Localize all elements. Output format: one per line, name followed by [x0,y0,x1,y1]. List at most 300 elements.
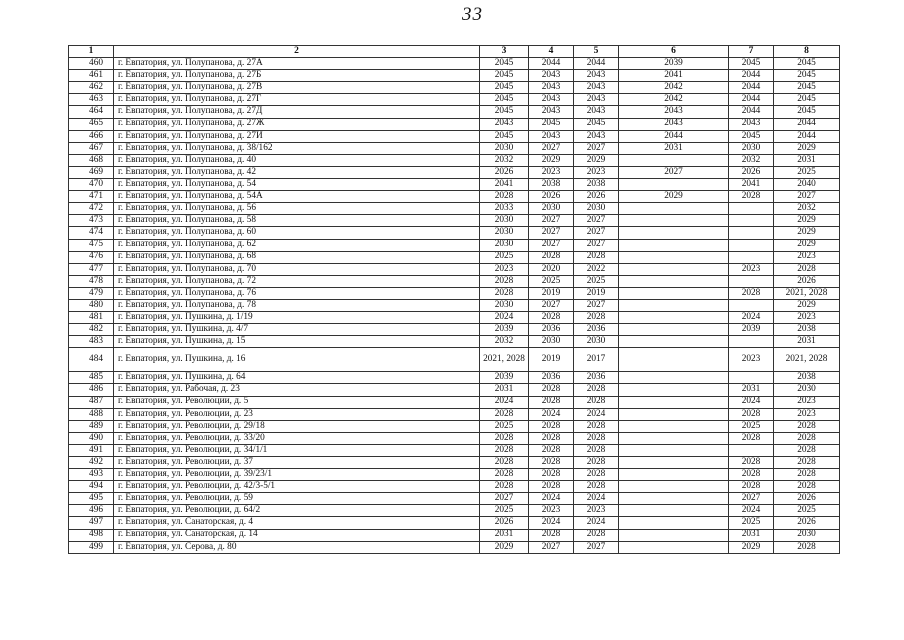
year-cell: 2045 [774,58,840,70]
year-cell: 2028 [529,384,574,396]
row-number-cell: 470 [69,179,114,191]
row-number-cell: 482 [69,324,114,336]
year-cell: 2044 [729,106,774,118]
year-cell: 2024 [529,493,574,505]
row-number-cell: 473 [69,215,114,227]
year-cell: 2030 [480,239,529,251]
year-cell: 2019 [529,287,574,299]
year-cell [619,505,729,517]
table-row [69,251,840,263]
table-row [69,420,840,432]
row-number-cell: 469 [69,166,114,178]
year-cell: 2026 [774,493,840,505]
year-cell: 2045 [480,82,529,94]
address-cell: г. Евпатория, ул. Полупанова, д. 40 [114,154,480,166]
year-cell: 2030 [729,142,774,154]
row-number-cell: 488 [69,408,114,420]
year-cell: 2027 [574,142,619,154]
row-number-cell: 498 [69,529,114,541]
year-cell [619,529,729,541]
year-cell: 2028 [529,251,574,263]
year-cell [619,299,729,311]
year-cell: 2028 [480,469,529,481]
row-number-cell: 464 [69,106,114,118]
address-cell: г. Евпатория, ул. Революции, д. 34/1/1 [114,444,480,456]
row-number-cell: 471 [69,191,114,203]
row-number-cell: 472 [69,203,114,215]
year-cell: 2021, 2028 [774,287,840,299]
year-cell: 2028 [480,481,529,493]
table-row [69,191,840,203]
row-number-cell: 496 [69,505,114,517]
year-cell: 2032 [729,154,774,166]
row-number-cell: 463 [69,94,114,106]
row-number-cell: 494 [69,481,114,493]
column-header: 5 [574,46,619,58]
table-row [69,154,840,166]
address-cell: г. Евпатория, ул. Полупанова, д. 78 [114,299,480,311]
year-cell: 2029 [529,154,574,166]
year-cell: 2036 [529,372,574,384]
address-cell: г. Евпатория, ул. Полупанова, д. 60 [114,227,480,239]
year-cell: 2026 [774,517,840,529]
year-cell: 2044 [774,118,840,130]
year-cell: 2026 [729,166,774,178]
address-cell: г. Евпатория, ул. Полупанова, д. 62 [114,239,480,251]
year-cell [619,275,729,287]
table-row [69,396,840,408]
year-cell [619,227,729,239]
year-cell: 2040 [774,179,840,191]
address-cell: г. Евпатория, ул. Санаторская, д. 4 [114,517,480,529]
year-cell: 2023 [774,408,840,420]
year-cell [729,251,774,263]
year-cell: 2027 [529,239,574,251]
year-cell: 2027 [529,142,574,154]
year-cell: 2036 [574,372,619,384]
table-row [69,505,840,517]
year-cell: 2044 [619,130,729,142]
year-cell: 2042 [619,82,729,94]
year-cell: 2030 [529,203,574,215]
year-cell: 2039 [480,372,529,384]
row-number-cell: 476 [69,251,114,263]
column-header: 2 [114,46,480,58]
year-cell: 2028 [480,275,529,287]
year-cell: 2030 [574,203,619,215]
year-cell [619,263,729,275]
year-cell: 2031 [480,384,529,396]
year-cell: 2028 [574,384,619,396]
year-cell: 2044 [574,58,619,70]
year-cell: 2025 [480,251,529,263]
row-number-cell: 465 [69,118,114,130]
year-cell: 2031 [729,384,774,396]
address-cell: г. Евпатория, ул. Революции, д. 59 [114,493,480,505]
address-cell: г. Евпатория, ул. Пушкина, д. 1/19 [114,312,480,324]
address-cell: г. Евпатория, ул. Пушкина, д. 64 [114,372,480,384]
table-row [69,94,840,106]
year-cell: 2023 [574,505,619,517]
address-cell: г. Евпатория, ул. Революции, д. 33/20 [114,432,480,444]
year-cell [619,396,729,408]
address-cell: г. Евпатория, ул. Пушкина, д. 16 [114,348,480,372]
year-cell: 2043 [574,70,619,82]
year-cell [619,408,729,420]
year-cell: 2028 [729,432,774,444]
year-cell: 2028 [574,457,619,469]
year-cell: 2029 [729,541,774,553]
year-cell: 2031 [619,142,729,154]
year-cell: 2023 [774,396,840,408]
row-number-cell: 495 [69,493,114,505]
year-cell: 2030 [529,336,574,348]
table-row [69,130,840,142]
year-cell: 2030 [480,142,529,154]
year-cell: 2042 [619,94,729,106]
year-cell: 2043 [480,118,529,130]
year-cell: 2030 [480,299,529,311]
year-cell: 2028 [774,444,840,456]
year-cell: 2027 [774,191,840,203]
year-cell: 2024 [574,493,619,505]
year-cell [619,348,729,372]
table-row [69,432,840,444]
address-cell: г. Евпатория, ул. Серова, д. 80 [114,541,480,553]
year-cell: 2023 [729,263,774,275]
year-cell: 2030 [480,227,529,239]
year-cell [729,239,774,251]
year-cell [619,215,729,227]
year-cell [729,444,774,456]
year-cell: 2028 [529,432,574,444]
year-cell: 2027 [574,239,619,251]
year-cell: 2028 [574,396,619,408]
year-cell [619,251,729,263]
year-cell [619,469,729,481]
column-header: 8 [774,46,840,58]
year-cell: 2045 [729,58,774,70]
table-row [69,166,840,178]
row-number-cell: 484 [69,348,114,372]
year-cell: 2030 [574,336,619,348]
column-header: 6 [619,46,729,58]
year-cell: 2028 [574,529,619,541]
table-row [69,239,840,251]
year-cell: 2025 [729,420,774,432]
year-cell: 2031 [774,154,840,166]
table-row [69,263,840,275]
year-cell: 2027 [729,493,774,505]
year-cell: 2023 [529,505,574,517]
year-cell [729,336,774,348]
year-cell: 2028 [774,263,840,275]
year-cell: 2045 [774,94,840,106]
year-cell: 2028 [574,432,619,444]
table-row [69,215,840,227]
year-cell: 2026 [529,191,574,203]
column-header: 3 [480,46,529,58]
year-cell: 2045 [529,118,574,130]
year-cell: 2045 [480,130,529,142]
row-number-cell: 460 [69,58,114,70]
address-cell: г. Евпатория, ул. Революции, д. 39/23/1 [114,469,480,481]
table-row [69,457,840,469]
year-cell: 2028 [774,457,840,469]
year-cell: 2025 [774,505,840,517]
year-cell: 2043 [529,70,574,82]
year-cell: 2025 [574,275,619,287]
year-cell: 2045 [774,82,840,94]
year-cell: 2025 [480,505,529,517]
year-cell: 2024 [574,517,619,529]
year-cell: 2036 [529,324,574,336]
year-cell: 2043 [574,94,619,106]
table-row [69,529,840,541]
year-cell: 2031 [774,336,840,348]
year-cell: 2024 [480,312,529,324]
year-cell: 2031 [480,529,529,541]
year-cell: 2030 [774,529,840,541]
address-cell: г. Евпатория, ул. Полупанова, д. 68 [114,251,480,263]
row-number-cell: 499 [69,541,114,553]
year-cell: 2028 [774,432,840,444]
year-cell: 2043 [574,106,619,118]
table-row [69,70,840,82]
year-cell: 2025 [774,166,840,178]
year-cell: 2023 [529,166,574,178]
table-header-row [69,46,840,58]
year-cell: 2025 [480,420,529,432]
year-cell [619,287,729,299]
year-cell: 2028 [529,481,574,493]
year-cell: 2045 [480,94,529,106]
year-cell: 2045 [729,130,774,142]
row-number-cell: 468 [69,154,114,166]
year-cell: 2027 [529,227,574,239]
year-cell: 2028 [574,251,619,263]
year-cell: 2024 [529,408,574,420]
year-cell: 2029 [774,227,840,239]
year-cell [729,372,774,384]
year-cell: 2028 [529,396,574,408]
table-row [69,336,840,348]
year-cell: 2026 [480,517,529,529]
address-cell: г. Евпатория, ул. Полупанова, д. 70 [114,263,480,275]
year-cell: 2028 [574,312,619,324]
address-cell: г. Евпатория, ул. Полупанова, д. 76 [114,287,480,299]
year-cell: 2027 [574,541,619,553]
address-cell: г. Евпатория, ул. Полупанова, д. 27Б [114,70,480,82]
year-cell: 2028 [480,432,529,444]
table-row [69,372,840,384]
column-header: 4 [529,46,574,58]
year-cell: 2024 [729,312,774,324]
year-cell: 2044 [774,130,840,142]
address-cell: г. Евпатория, ул. Полупанова, д. 72 [114,275,480,287]
address-cell: г. Евпатория, ул. Полупанова, д. 27А [114,58,480,70]
year-cell: 2033 [480,203,529,215]
year-cell: 2023 [774,251,840,263]
row-number-cell: 477 [69,263,114,275]
table-row [69,481,840,493]
year-cell: 2028 [774,469,840,481]
year-cell: 2028 [574,420,619,432]
year-cell: 2024 [729,505,774,517]
year-cell: 2027 [480,493,529,505]
year-cell: 2044 [729,70,774,82]
address-cell: г. Евпатория, ул. Санаторская, д. 14 [114,529,480,541]
address-cell: г. Евпатория, ул. Пушкина, д. 15 [114,336,480,348]
table-row [69,106,840,118]
year-cell: 2041 [729,179,774,191]
year-cell [619,517,729,529]
year-cell: 2028 [529,457,574,469]
year-cell: 2028 [574,444,619,456]
year-cell [619,179,729,191]
row-number-cell: 462 [69,82,114,94]
year-cell: 2028 [729,481,774,493]
table-row [69,348,840,372]
year-cell: 2025 [729,517,774,529]
year-cell: 2043 [529,130,574,142]
year-cell: 2028 [529,312,574,324]
address-cell: г. Евпатория, ул. Революции, д. 5 [114,396,480,408]
row-number-cell: 467 [69,142,114,154]
year-cell [619,493,729,505]
year-cell: 2024 [574,408,619,420]
year-cell: 2039 [729,324,774,336]
year-cell: 2028 [529,529,574,541]
year-cell: 2024 [529,517,574,529]
row-number-cell: 483 [69,336,114,348]
table-row [69,82,840,94]
year-cell [729,299,774,311]
address-cell: г. Евпатория, ул. Полупанова, д. 27Ж [114,118,480,130]
year-cell: 2028 [729,287,774,299]
year-cell [619,432,729,444]
year-cell: 2039 [619,58,729,70]
year-cell: 2028 [480,287,529,299]
year-cell [619,203,729,215]
year-cell: 2027 [529,299,574,311]
year-cell: 2044 [529,58,574,70]
table-row [69,179,840,191]
table-row [69,493,840,505]
year-cell: 2028 [729,469,774,481]
year-cell: 2029 [480,541,529,553]
table-row [69,444,840,456]
year-cell: 2028 [729,191,774,203]
table-body [69,58,840,554]
table-row [69,408,840,420]
table-row [69,58,840,70]
year-cell: 2021, 2028 [774,348,840,372]
year-cell: 2028 [774,541,840,553]
year-cell: 2041 [480,179,529,191]
row-number-cell: 486 [69,384,114,396]
table-row [69,312,840,324]
row-number-cell: 497 [69,517,114,529]
address-cell: г. Евпатория, ул. Революции, д. 29/18 [114,420,480,432]
year-cell: 2029 [619,191,729,203]
year-cell: 2028 [480,457,529,469]
year-cell: 2017 [574,348,619,372]
year-cell: 2045 [774,70,840,82]
year-cell: 2027 [574,227,619,239]
year-cell: 2024 [480,396,529,408]
address-cell: г. Евпатория, ул. Полупанова, д. 27В [114,82,480,94]
year-cell: 2023 [574,166,619,178]
year-cell [619,420,729,432]
address-cell: г. Евпатория, ул. Полупанова, д. 54 [114,179,480,191]
year-cell: 2043 [619,118,729,130]
year-cell: 2022 [574,263,619,275]
year-cell: 2039 [480,324,529,336]
table-row [69,517,840,529]
address-cell: г. Евпатория, ул. Полупанова, д. 27И [114,130,480,142]
row-number-cell: 466 [69,130,114,142]
year-cell [619,372,729,384]
year-cell: 2020 [529,263,574,275]
year-cell: 2043 [619,106,729,118]
table-row [69,299,840,311]
year-cell: 2027 [574,215,619,227]
year-cell: 2032 [480,336,529,348]
address-cell: г. Евпатория, ул. Революции, д. 64/2 [114,505,480,517]
year-cell: 2031 [729,529,774,541]
address-cell: г. Евпатория, ул. Полупанова, д. 56 [114,203,480,215]
address-cell: г. Евпатория, ул. Полупанова, д. 38/162 [114,142,480,154]
row-number-cell: 461 [69,70,114,82]
year-cell: 2045 [574,118,619,130]
table-row [69,324,840,336]
year-cell: 2027 [574,299,619,311]
year-cell: 2036 [574,324,619,336]
address-cell: г. Евпатория, ул. Революции, д. 23 [114,408,480,420]
row-number-cell: 487 [69,396,114,408]
year-cell: 2045 [480,106,529,118]
table-row [69,469,840,481]
year-cell: 2028 [729,457,774,469]
row-number-cell: 481 [69,312,114,324]
year-cell [729,215,774,227]
year-cell: 2038 [529,179,574,191]
table-row [69,287,840,299]
address-cell: г. Евпатория, ул. Полупанова, д. 27Д [114,106,480,118]
table-row [69,227,840,239]
year-cell: 2028 [729,408,774,420]
address-cell: г. Евпатория, ул. Полупанова, д. 27Г [114,94,480,106]
year-cell [619,457,729,469]
address-cell: г. Евпатория, ул. Рабочая, д. 23 [114,384,480,396]
year-cell: 2043 [729,118,774,130]
year-cell: 2029 [774,239,840,251]
year-cell: 2029 [774,142,840,154]
year-cell: 2019 [529,348,574,372]
year-cell: 2032 [774,203,840,215]
year-cell: 2043 [529,94,574,106]
year-cell: 2029 [774,215,840,227]
address-cell: г. Евпатория, ул. Полупанова, д. 42 [114,166,480,178]
row-number-cell: 493 [69,469,114,481]
row-number-cell: 478 [69,275,114,287]
year-cell: 2028 [774,481,840,493]
year-cell [619,336,729,348]
year-cell: 2023 [774,312,840,324]
year-cell: 2043 [529,106,574,118]
column-header: 1 [69,46,114,58]
